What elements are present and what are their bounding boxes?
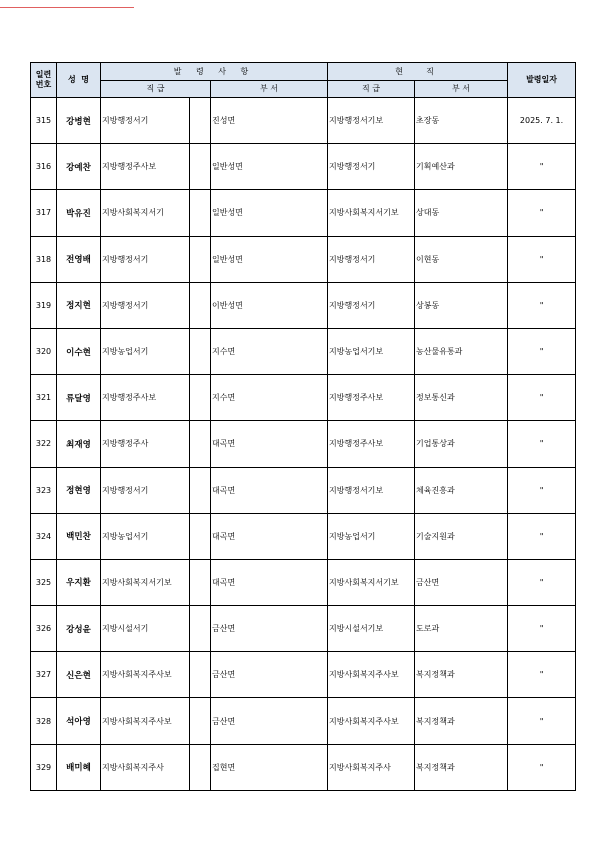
row-issue-date: " (508, 328, 576, 374)
row-spacer (190, 559, 211, 605)
row-issue-date: " (508, 467, 576, 513)
row-issued-dept: 금산면 (211, 698, 328, 744)
serial-header (31, 63, 57, 98)
current-dept-header: 부 서 (415, 81, 508, 98)
table-row (31, 513, 576, 559)
row-issue-date: " (508, 698, 576, 744)
row-current-rank: 지방행정서기보 (328, 467, 415, 513)
row-current-rank: 지방행정서기 (328, 236, 415, 282)
row-issued-dept: 지수면 (211, 375, 328, 421)
current-rank-header: 직 급 (328, 81, 415, 98)
row-issued-dept: 대곡면 (211, 559, 328, 605)
row-name: 우지환 (57, 559, 101, 605)
row-name: 최재영 (57, 421, 101, 467)
row-name: 백민찬 (57, 513, 101, 559)
row-number: 319 (31, 282, 57, 328)
table-row (31, 559, 576, 605)
table-row (31, 190, 576, 236)
row-current-dept: 정보통신과 (415, 375, 508, 421)
row-number: 326 (31, 606, 57, 652)
row-name: 이수현 (57, 328, 101, 374)
row-issued-rank: 지방농업서기 (101, 328, 190, 374)
table-row (31, 698, 576, 744)
row-issued-dept: 일반성면 (211, 144, 328, 190)
row-issued-rank: 지방행정서기 (101, 98, 190, 144)
row-current-rank: 지방행정서기보 (328, 98, 415, 144)
row-spacer (190, 698, 211, 744)
row-current-dept: 체육진흥과 (415, 467, 508, 513)
row-issued-rank: 지방행정주사보 (101, 375, 190, 421)
row-spacer (190, 236, 211, 282)
row-spacer (190, 375, 211, 421)
row-issued-dept: 금산면 (211, 652, 328, 698)
row-issue-date: " (508, 744, 576, 790)
row-issued-dept: 대곡면 (211, 421, 328, 467)
row-spacer (190, 513, 211, 559)
row-issued-rank: 지방행정서기 (101, 236, 190, 282)
table-row (31, 144, 576, 190)
row-number: 320 (31, 328, 57, 374)
row-spacer (190, 606, 211, 652)
row-current-dept: 농산물유통과 (415, 328, 508, 374)
row-spacer (190, 421, 211, 467)
row-issue-date: " (508, 282, 576, 328)
row-issue-date: " (508, 421, 576, 467)
row-number: 315 (31, 98, 57, 144)
row-issued-rank: 지방사회복지주사보 (101, 652, 190, 698)
row-name: 강예찬 (57, 144, 101, 190)
issued-group-header: 발 령 사 항 (101, 63, 328, 81)
row-name: 강병현 (57, 98, 101, 144)
personnel-appointment-table (30, 62, 576, 791)
row-current-rank: 지방행정서기 (328, 282, 415, 328)
row-issue-date: " (508, 375, 576, 421)
row-issued-dept: 일반성면 (211, 236, 328, 282)
row-issue-date: " (508, 606, 576, 652)
row-name: 강성윤 (57, 606, 101, 652)
row-current-dept: 복지정책과 (415, 698, 508, 744)
row-name: 배미혜 (57, 744, 101, 790)
top-red-rule (0, 7, 134, 8)
row-number: 317 (31, 190, 57, 236)
row-current-dept: 이현동 (415, 236, 508, 282)
table-row (31, 606, 576, 652)
row-issued-rank: 지방사회복지서기보 (101, 559, 190, 605)
row-current-dept: 기술지원과 (415, 513, 508, 559)
row-issued-dept: 집현면 (211, 744, 328, 790)
row-name: 류달영 (57, 375, 101, 421)
row-current-dept: 상대동 (415, 190, 508, 236)
row-issued-rank: 지방사회복지주사보 (101, 698, 190, 744)
row-issue-date: 2025. 7. 1. (508, 98, 576, 144)
row-issued-rank: 지방사회복지주사 (101, 744, 190, 790)
row-current-rank: 지방행정서기 (328, 144, 415, 190)
row-current-rank: 지방행정주사보 (328, 375, 415, 421)
table-body (31, 98, 576, 791)
row-current-dept: 복지정책과 (415, 744, 508, 790)
table-row (31, 375, 576, 421)
row-issued-rank: 지방행정주사 (101, 421, 190, 467)
row-name: 석아영 (57, 698, 101, 744)
table-row (31, 236, 576, 282)
row-current-dept: 기업통상과 (415, 421, 508, 467)
row-name: 정현영 (57, 467, 101, 513)
row-issued-dept: 대곡면 (211, 513, 328, 559)
name-header: 성 명 (57, 63, 101, 98)
row-issued-dept: 대곡면 (211, 467, 328, 513)
row-spacer (190, 190, 211, 236)
row-name: 전영배 (57, 236, 101, 282)
row-issued-dept: 지수면 (211, 328, 328, 374)
row-number: 321 (31, 375, 57, 421)
row-current-dept: 기획예산과 (415, 144, 508, 190)
row-issue-date: " (508, 513, 576, 559)
row-spacer (190, 98, 211, 144)
row-issued-rank: 지방행정서기 (101, 282, 190, 328)
row-current-dept: 상봉동 (415, 282, 508, 328)
row-issued-dept: 금산면 (211, 606, 328, 652)
row-number: 328 (31, 698, 57, 744)
row-issued-rank: 지방행정서기 (101, 467, 190, 513)
row-current-dept: 복지정책과 (415, 652, 508, 698)
row-issued-rank: 지방농업서기 (101, 513, 190, 559)
row-issued-rank: 지방시설서기 (101, 606, 190, 652)
row-current-rank: 지방농업서기 (328, 513, 415, 559)
table-row (31, 98, 576, 144)
row-number: 323 (31, 467, 57, 513)
issued-dept-header: 부 서 (211, 81, 328, 98)
row-current-dept: 초장동 (415, 98, 508, 144)
row-name: 신은현 (57, 652, 101, 698)
row-number: 325 (31, 559, 57, 605)
table-row (31, 421, 576, 467)
issued-rank-header: 직 급 (101, 81, 211, 98)
issue-date-header: 발령일자 (508, 63, 576, 98)
row-issued-dept: 일반성면 (211, 190, 328, 236)
serial-header-line2: 번호 (35, 80, 52, 89)
row-current-rank: 지방시설서기보 (328, 606, 415, 652)
row-name: 박유진 (57, 190, 101, 236)
row-name: 정지현 (57, 282, 101, 328)
row-current-rank: 지방농업서기보 (328, 328, 415, 374)
row-issue-date: " (508, 144, 576, 190)
serial-header-line1: 일련 (35, 70, 52, 79)
row-issue-date: " (508, 559, 576, 605)
row-current-dept: 금산면 (415, 559, 508, 605)
row-issue-date: " (508, 652, 576, 698)
table-row (31, 282, 576, 328)
current-group-header: 현 직 (328, 63, 508, 81)
table-row (31, 744, 576, 790)
row-number: 327 (31, 652, 57, 698)
row-spacer (190, 652, 211, 698)
row-issue-date: " (508, 236, 576, 282)
row-issued-dept: 이반성면 (211, 282, 328, 328)
row-spacer (190, 282, 211, 328)
row-spacer (190, 328, 211, 374)
row-spacer (190, 467, 211, 513)
row-issued-dept: 진성면 (211, 98, 328, 144)
table-row (31, 652, 576, 698)
row-number: 329 (31, 744, 57, 790)
row-number: 324 (31, 513, 57, 559)
row-issue-date: " (508, 190, 576, 236)
row-current-dept: 도로과 (415, 606, 508, 652)
row-current-rank: 지방행정주사보 (328, 421, 415, 467)
row-number: 322 (31, 421, 57, 467)
row-current-rank: 지방사회복지서기보 (328, 559, 415, 605)
row-current-rank: 지방사회복지주사보 (328, 698, 415, 744)
row-spacer (190, 144, 211, 190)
table-row (31, 467, 576, 513)
row-number: 318 (31, 236, 57, 282)
row-issued-rank: 지방행정주사보 (101, 144, 190, 190)
row-current-rank: 지방사회복지서기보 (328, 190, 415, 236)
table-row (31, 328, 576, 374)
row-number: 316 (31, 144, 57, 190)
row-issued-rank: 지방사회복지서기 (101, 190, 190, 236)
row-spacer (190, 744, 211, 790)
row-current-rank: 지방사회복지주사보 (328, 652, 415, 698)
row-current-rank: 지방사회복지주사 (328, 744, 415, 790)
